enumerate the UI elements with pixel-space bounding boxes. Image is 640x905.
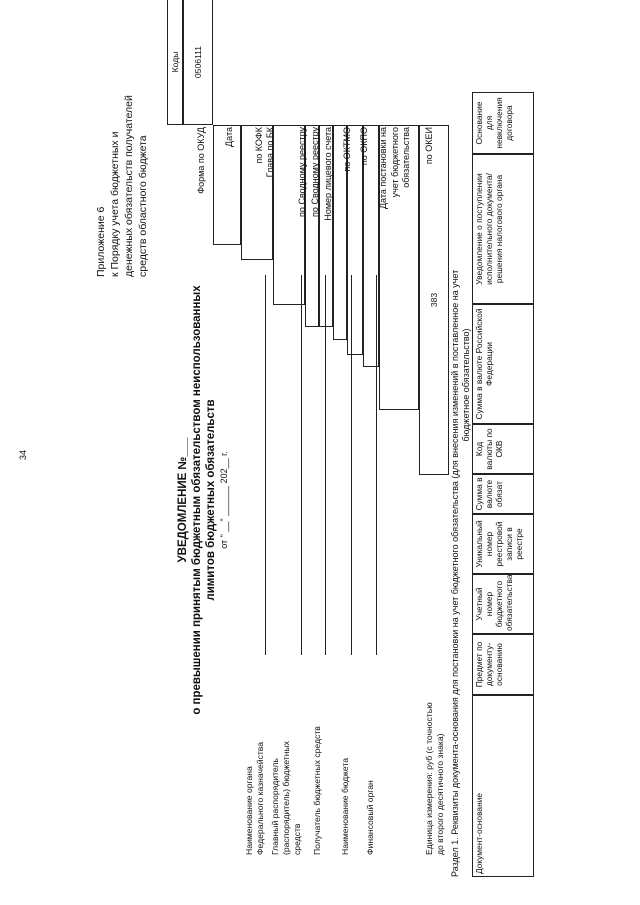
appendix-line-1: Приложение 6: [95, 206, 107, 277]
reg-date-label-2: учет бюджетного: [389, 127, 400, 198]
col-registry-number: Уникальный номер реестровой записи в реестре: [472, 514, 534, 574]
federal-treasury-label-2: Федерального казначейства: [255, 741, 265, 855]
col-account-number: Учетный номер бюджетного обязательства: [472, 574, 534, 634]
account-label: Номер лицевого счета: [323, 127, 333, 221]
recipient-label: Получатель бюджетных средств: [312, 726, 322, 855]
col-subject: Предмет по документу-основанию: [472, 634, 534, 695]
reg-date-label: [378, 127, 413, 327]
notice-subtitle-1: о превышении принятым бюджетным обязательством неиспользованных: [191, 285, 203, 715]
svod2-label: по Сводному реестру: [310, 127, 320, 217]
codes-header: Коды: [167, 0, 183, 125]
okud-label: Форма по ОКУД: [196, 127, 206, 194]
section1-title-cont: бюджетное обязательство): [461, 328, 471, 442]
budget-underline: [351, 275, 352, 655]
okei-code: 383: [419, 125, 449, 475]
col-currency-code: Код валюты по ОКВ: [472, 424, 534, 474]
notice-subtitle-2: лимитов бюджетных обязательств: [205, 399, 217, 601]
notice-date-line: от " __" ______ 202__ г.: [219, 451, 229, 549]
unit-label-2: до второго десятичного знака): [435, 733, 445, 855]
date-label: Дата: [224, 127, 234, 147]
col-basis-exclusion: Основание для невключения договора: [472, 92, 534, 154]
col-sum-currency: Сумма в валюте обязат: [472, 474, 534, 514]
chief-manager-label-3: средств: [292, 823, 302, 855]
okud-code: 0506111: [183, 0, 213, 125]
appendix-line-4: средств областного бюджета: [137, 135, 149, 277]
page-number: 34: [18, 450, 28, 461]
appendix-block: [94, 7, 150, 277]
col-sum-rub: Сумма в валюте Российской Федерации: [472, 304, 534, 424]
chief-manager-label-1: Главный распорядитель: [270, 758, 280, 855]
unit-label-1: Единица измерения: руб (с точностью: [424, 702, 434, 855]
unit-label: [424, 595, 446, 855]
fin-body-label: Финансовый орган: [365, 780, 375, 855]
reg-date-label-3: обязательства: [401, 127, 411, 188]
okpo-label: по ОКПО: [359, 127, 369, 166]
appendix-line-3: денежных обязательств получателей: [123, 95, 135, 277]
recipient-underline: [325, 275, 326, 655]
kofk-label: по КОФК: [254, 127, 264, 164]
col-doc-basis: Документ-основание: [472, 695, 534, 877]
bk-label: Глава по БК: [265, 127, 275, 178]
federal-treasury-underline: [265, 275, 266, 655]
chief-manager-label: [270, 655, 303, 855]
federal-treasury-label-1: Наименование органа: [244, 766, 254, 855]
oktmo-label: по ОКТМО: [342, 127, 352, 172]
reg-date-label-1: Дата постановки на: [378, 127, 388, 210]
okei-label: по ОКЕИ: [424, 127, 434, 165]
chief-manager-underline: [301, 275, 302, 655]
chief-manager-label-2: (распорядитель) бюджетных: [281, 741, 291, 855]
notice-title: УВЕДОМЛЕНИЕ №___: [177, 437, 189, 563]
budget-label: Наименование бюджета: [340, 757, 350, 855]
section1-title: Раздел 1. Реквизиты документа-основания для постановки на учет бюджетного обязательства (для внесения изменений в поставленное на учет: [450, 269, 460, 877]
federal-treasury-label: [244, 655, 266, 855]
col-notice: Уведомление о поступлении исполнительного документа/ решения налогового органа: [472, 154, 534, 304]
svod1-label: по Сводному реестру: [297, 127, 307, 217]
fin-body-underline: [376, 275, 377, 655]
appendix-line-2: к Порядку учета бюджетных и: [109, 131, 121, 277]
